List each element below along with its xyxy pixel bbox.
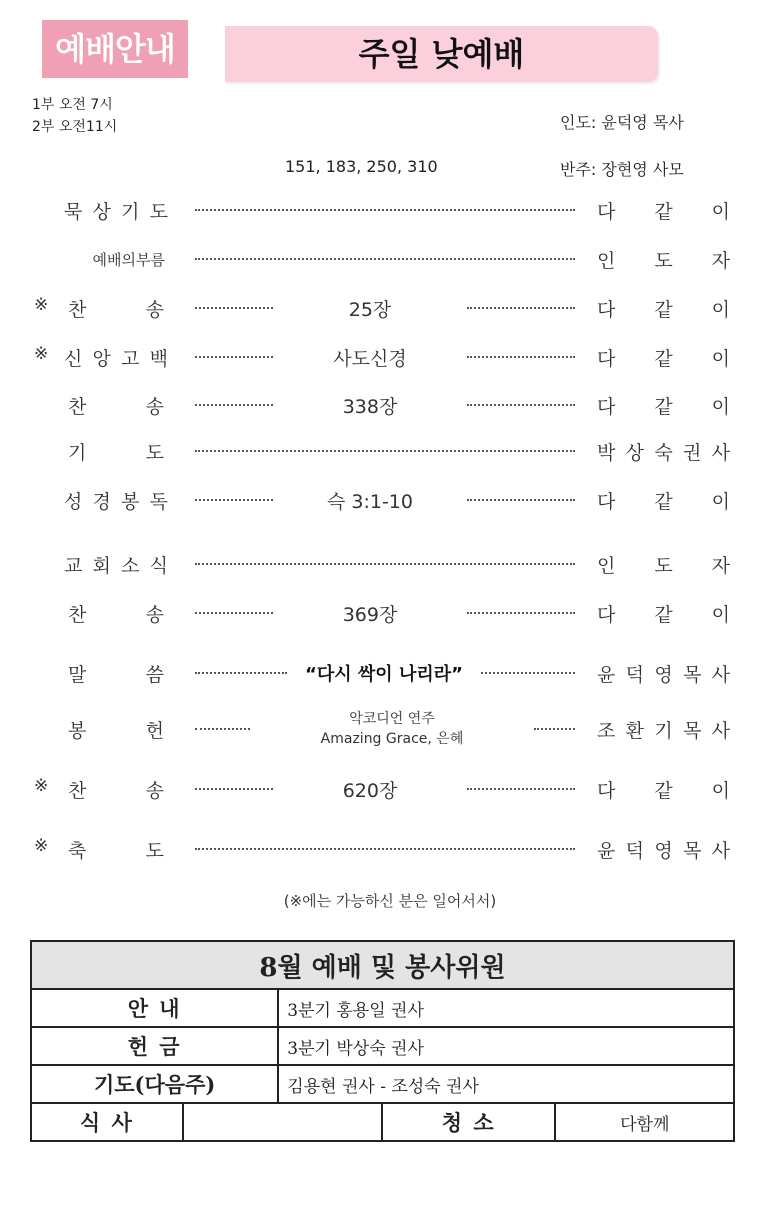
program-part: 봉 헌 [68,719,164,742]
duty-label: 안 내 [31,989,278,1027]
duty-label: 헌 금 [31,1027,278,1065]
dotted-leader [195,714,250,744]
program-part: 축 도 [68,839,164,862]
program-responsible: 박 상 숙 권 사 [597,441,730,464]
program-responsible: 인 도 자 [597,249,730,272]
program-responsible: 다 같 이 [597,298,730,321]
dotted-leader [195,436,575,466]
dotted-leader [195,598,273,628]
program-responsible: 조 환 기 목 사 [597,719,730,742]
standing-mark: ※ [34,836,49,856]
program-part: 찬 송 [68,395,164,418]
program-part: 말 씀 [68,663,164,686]
table-row [31,989,734,1027]
dotted-leader [467,390,575,420]
program-part: 예배의부름 [92,250,165,269]
program-responsible: 윤 덕 영 목 사 [597,839,730,862]
service-time-1: 1부 오전 7시 [32,97,113,113]
dotted-leader [467,485,575,515]
duty-value: 김용현 권사 - 조성숙 권사 [278,1065,734,1103]
table-row [31,1103,734,1141]
program-content: 사도신경 [333,347,407,370]
duty-value: 3분기 박상숙 권사 [278,1027,734,1065]
dotted-leader [195,658,287,688]
standing-mark: ※ [34,295,49,315]
program-responsible: 윤 덕 영 목 사 [597,663,730,686]
duty-value: 3분기 홍용일 권사 [278,989,734,1027]
dotted-leader [195,293,273,323]
service-leader: 인도: 윤덕영 목사 [560,113,684,132]
dotted-leader [195,390,273,420]
program-part: 성 경 봉 독 [64,490,168,513]
program-responsible: 다 같 이 [597,200,730,223]
dotted-leader [195,244,575,274]
program-responsible: 다 같 이 [597,395,730,418]
program-part: 교 회 소 식 [64,554,168,577]
service-title: 주일 낮예배 [225,26,658,82]
dotted-leader [195,834,575,864]
dotted-leader [481,658,575,688]
dotted-leader [195,485,273,515]
dotted-leader [467,342,575,372]
dotted-leader [467,598,575,628]
program-part: 신 앙 고 백 [64,347,168,370]
dotted-leader [195,195,575,225]
cleaning-label: 청 소 [382,1103,556,1141]
meal-value [183,1103,382,1141]
dotted-leader [195,549,575,579]
program-content: 620장 [342,779,398,802]
program-content: 338장 [342,395,398,418]
volunteer-table-title: 8월 예배 및 봉사위원 [31,941,734,989]
standing-note: (※에는 가능하신 분은 일어서서) [283,892,497,910]
program-responsible: 다 같 이 [597,779,730,802]
standing-mark: ※ [34,776,49,796]
program-content: 25장 [348,298,392,321]
section-badge: 예배안내 [42,20,188,78]
table-row [31,1027,734,1065]
program-part: 찬 송 [68,298,164,321]
program-content: 369장 [342,603,398,626]
standing-mark: ※ [34,344,49,364]
program-responsible: 인 도 자 [597,554,730,577]
duty-label: 기도(다음주) [31,1065,278,1103]
dotted-leader [195,342,273,372]
volunteer-table [30,940,735,1142]
program-responsible: 다 같 이 [597,490,730,513]
dotted-leader [195,774,273,804]
program-content-line: 악코디언 연주 [349,711,435,727]
program-content-line: Amazing Grace, 은혜 [320,731,464,747]
program-content [262,706,522,750]
program-part: 찬 송 [68,603,164,626]
dotted-leader [467,293,575,323]
service-time-2: 2부 오전11시 [32,119,118,135]
program-responsible: 다 같 이 [597,603,730,626]
program-part: 묵 상 기 도 [64,200,168,223]
program-responsible: 다 같 이 [597,347,730,370]
program-content: 슥 3:1-10 [326,490,413,513]
dotted-leader [534,714,575,744]
program-content: “다시 싹이 나리라” [305,664,463,685]
service-accompanist: 반주: 장현영 사모 [560,160,684,179]
cleaning-value: 다함께 [555,1103,734,1141]
service-hymns: 151, 183, 250, 310 [285,157,438,176]
program-part: 기 도 [68,441,164,464]
program-part: 찬 송 [68,779,164,802]
table-row [31,1065,734,1103]
dotted-leader [467,774,575,804]
meal-label: 식 사 [31,1103,183,1141]
